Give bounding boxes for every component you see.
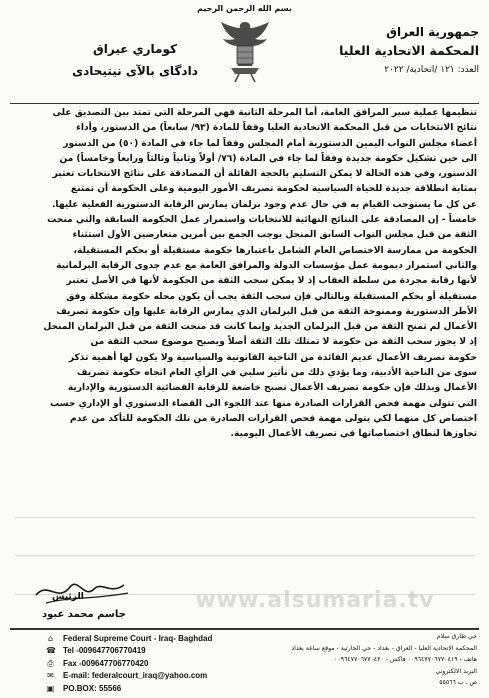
header-divider: [10, 103, 479, 104]
body-line: التي تتولى مهمة فحص القرارات الصادرة منها عند اللجوء الى القضاء الدستوري أو الإداري حسب: [50, 398, 477, 409]
signatory-name: جاسم محمد عبود: [42, 609, 126, 620]
body-line: سوى من الناحية الأدبية، وما يؤدي ذلك من تأثير سلبي في الرأي العام اتجاه حكومة تصريف: [76, 368, 477, 379]
watermark-text: www.alsumaria.tv: [195, 588, 435, 613]
country-name-kurdish: كوماري عيراق: [93, 42, 177, 56]
body-line: عن كل ما يستوجب القيام به في حال عدم وجود برلمان يمارس الرقابة الدستورية الفعلية عليها.: [51, 199, 477, 210]
header-left-block: [70, 38, 200, 82]
footer-phone: Tel -009647706770419: [63, 646, 146, 656]
country-name-arabic: جمهورية العراق: [386, 25, 479, 39]
email-icon: ✉: [47, 671, 54, 681]
body-line: خامساً - إن المصادقة على النتائج النهائية للانتخابات واستمرار عمل الحكومة السابقة والتي منحت: [47, 215, 477, 226]
footer-address: Federal Supreme Court - Iraq- Baghdad: [63, 634, 213, 643]
iraq-eagle-emblem-icon: [217, 16, 273, 86]
header-right-block: [329, 24, 479, 78]
footer-icons: [46, 634, 60, 696]
ruling-body-text: [12, 106, 477, 443]
body-line: لأنها رقابة مجردة من سلطة العقاب إذ لا يمكن سحب الثقة من الحكومة لأنها في الأصل تعتبر: [66, 276, 477, 287]
body-line: الحكومة من ممارسة الاختصاص العام الشامل باعتبارها حكومة مستقيلة أو بحكم المستقيلة،: [73, 245, 477, 256]
body-line: تجاوزها لنطاق اختصاصاتها في تصريف الأعمال اليومية.: [230, 429, 477, 440]
document-number: العدد: ١٢١ /اتحادية/ ٢٠٢٢: [384, 65, 479, 75]
body-line: مستقيلة أو بحكم المستقيلة وبالتالي فإن سحب الثقة يجب أن يكون محله حكومة مشكلة وفق: [66, 291, 477, 302]
body-line: اختصاص كل منهما لكي يتولى مهمة فحص القرارات الصادرة من تلك الحكومة للتأكد من عدم: [70, 413, 477, 424]
location-icon: ⌂: [47, 634, 54, 643]
footer-ar-phone-fax: هاتف - ٠٠٩٦٤٧٧٠٦٧٧٠٤١٩ فاكس - ٠٠٩٦٤٧٧٠٦٧٧٠٤٢٠: [334, 656, 477, 663]
footer-pobox: PO.BOX: 55566: [63, 683, 122, 693]
body-line: نتائج الانتخابات من قبل المحكمة الاتحادية العليا وفقاً للمادة (٩٣/ سابعاً) من الدستور، وأداء: [76, 123, 477, 134]
signatory-role: الرئيس: [52, 592, 84, 602]
body-line: الأعمال وبذلك فإن حكومة تصريف الأعمال تصبح خاضعة للرقابة القضائية الدستورية والإدارية: [67, 383, 477, 394]
body-line: الى حين تشكيل حكومة جديدة وفقاً لما جاء في المادة (٧٦/ أولاً وثانياً وثالثاً ورابعاً وخامساً) من: [59, 153, 477, 164]
footer-contact-english: [63, 633, 243, 695]
mailbox-icon: ▣: [46, 683, 55, 693]
basmala: بسم الله الرحمن الرحيم: [197, 4, 292, 13]
phone-icon: ☎: [46, 646, 56, 656]
footer-email: E-mail: federalcourt_iraq@yahoo.com: [63, 671, 208, 681]
court-name-arabic: المحكمة الاتحادية العليا: [339, 43, 479, 58]
body-line: الأطر الدستورية وممنوحة الثقة من قبل البرلمان الذي يمارس الرقابة عليها وإن حكومة تصريف: [56, 306, 477, 317]
footer-ar-street: جي طارق سلام: [436, 633, 477, 640]
footer-ar-pobox: ص . ب ٥٥٥٦٦: [439, 679, 477, 686]
body-line: والثاني استمرار ديمومة عمل مؤسسات الدولة والمرافق العامة مع عدم جدوى الرقابة البرلمانية: [56, 260, 477, 271]
body-line: الأعمال لم تمنح الثقة من قبل البرلمان الجديد وإنما كانت قد منحت الثقة من قبل البرلمان المنحل: [43, 322, 477, 333]
body-line: بمثابة انطلاقة جديدة للحياة السياسية لحكومة تصريف الأمور اليومية وعلى الحكومة أن تمتنع: [70, 184, 477, 195]
footer-ar-address: المحكمة الاتحادية العليا - العراق - بغداد - حي الحارثية - موقع ساعة بغداد: [291, 644, 477, 652]
body-line: أعضاء مجلس النواب اليمين الدستورية أمام المجلس وفقاً لما جاء في المادة (٥٠) من الدستور: [63, 138, 477, 149]
court-name-kurdish: دادگاى بالآى نيتيحادى: [72, 64, 198, 78]
body-line: حكومة تصريف الأعمال عديم الفائدة من الناحية القانونية والسياسية ولا يكون لها أهمية تذكر: [68, 352, 477, 363]
footer-ar-email: البريد الالكتروني: [435, 667, 477, 675]
footer-contact-arabic: [247, 631, 477, 689]
footer-divider: [10, 628, 479, 630]
body-line: تنظيمها عملية سير المرافق العامة، أما المرحلة الثانية فهي المرحلة التي تمتد بين التصديق على: [52, 108, 477, 118]
fax-icon: ⎙: [47, 658, 54, 668]
footer-fax: Fax -009647706770420: [63, 658, 149, 668]
body-line: إذ لا يجوز سحب الثقة من حكومة لا تمتلك تلك الثقة أصلاً ويصبح موضوع سحب الثقة من: [90, 337, 477, 348]
body-line: الثقة من قبل مجلس النواب السابق المنحل يوجب الجمع بين أمرين متعارضين الأول استثناء: [72, 230, 477, 241]
body-line: الدستور، وفي هذه الحالة لا يمكن التسليم بالحجة القائلة أن المصادقة على نتائج الانتخابات تعتبر: [52, 169, 477, 180]
